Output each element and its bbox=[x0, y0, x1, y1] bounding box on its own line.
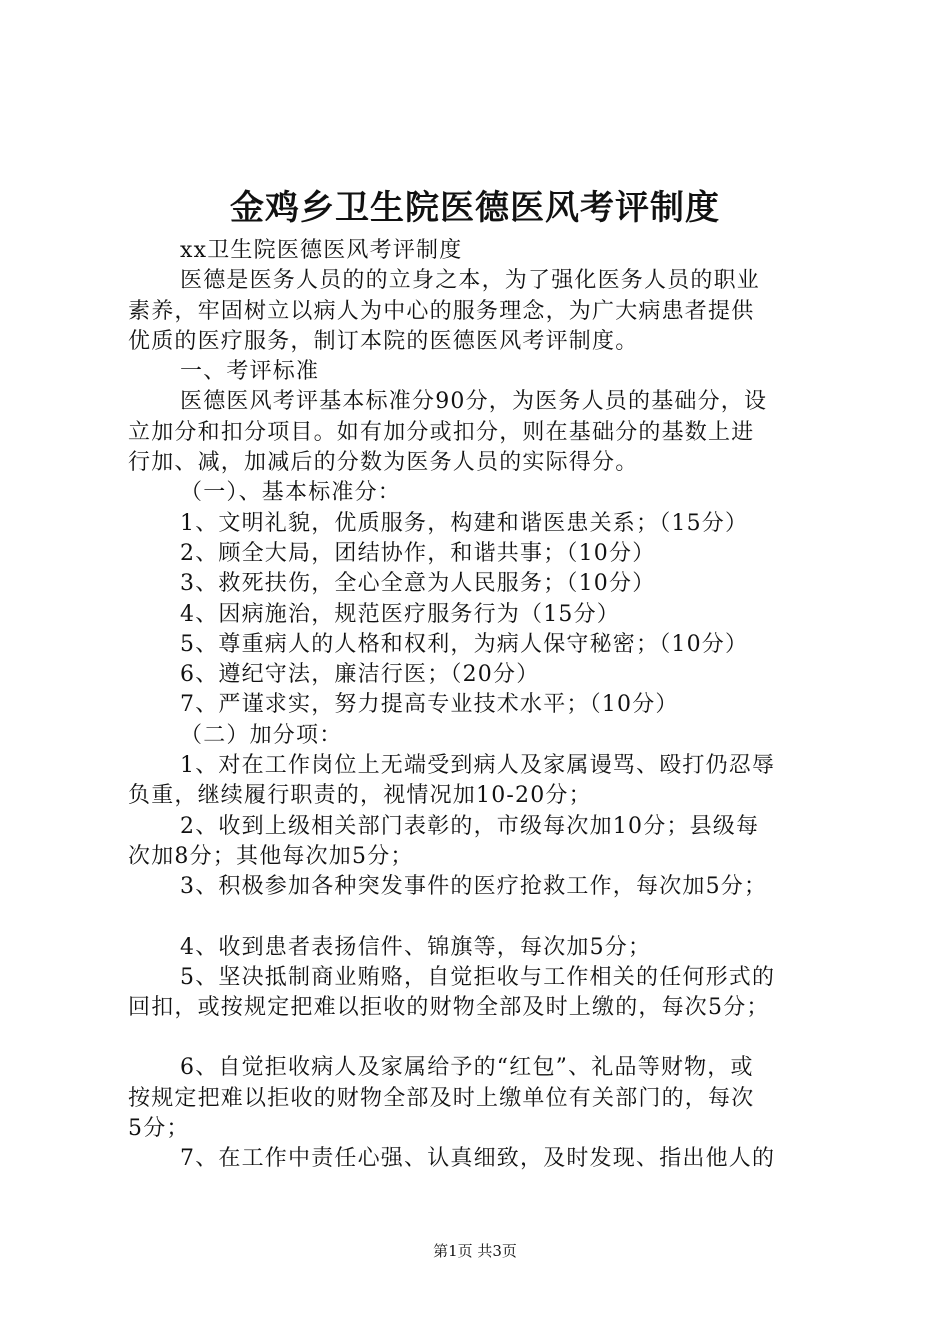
blank-line bbox=[128, 903, 838, 933]
basic-item-6: 6、遵纪守法，廉洁行医；（20分） bbox=[180, 662, 540, 688]
page-number: 第1页 共3页 bbox=[433, 1242, 517, 1260]
criteria-line-3: 行加、减，加减后的分数为医务人员的实际得分。 bbox=[128, 450, 639, 476]
basic-item-7: 7、严谨求实，努力提高专业技术水平；（10分） bbox=[180, 692, 679, 718]
basic-item-5: 5、尊重病人的人格和权利，为病人保守秘密；（10分） bbox=[180, 631, 749, 657]
bonus-item-2-line-2: 次加8分；其他每次加5分； bbox=[128, 843, 414, 869]
intro-line-1: 医德是医务人员的的立身之本，为了强化医务人员的职业 bbox=[180, 268, 761, 294]
document-body bbox=[128, 236, 838, 1175]
intro-line-3: 优质的医疗服务，制订本院的医德医风考评制度。 bbox=[128, 328, 639, 354]
section-heading-criteria: 一、考评标准 bbox=[180, 359, 320, 385]
bonus-item-6-line-2: 按规定把难以拒收的财物全部及时上缴单位有关部门的，每次 bbox=[128, 1085, 755, 1111]
bonus-item-1-line-1: 1、对在工作岗位上无端受到病人及家属谩骂、殴打仍忍辱 bbox=[180, 753, 776, 779]
blank-line bbox=[128, 1023, 838, 1053]
bonus-item-5-line-1: 5、坚决抵制商业贿赂，自觉拒收与工作相关的任何形式的 bbox=[180, 964, 776, 990]
subsection-heading-basic: （一）、基本标准分： bbox=[180, 480, 402, 506]
basic-item-2: 2、顾全大局，团结协作，和谐共事；（10分） bbox=[180, 540, 656, 566]
bonus-item-7-line-1: 7、在工作中责任心强、认真细致，及时发现、指出他人的 bbox=[180, 1146, 776, 1172]
criteria-line-2: 立加分和扣分项目。如有加分或扣分，则在基础分的基数上进 bbox=[128, 419, 755, 445]
basic-item-3: 3、救死扶伤，全心全意为人民服务；（10分） bbox=[180, 571, 656, 597]
bonus-item-4: 4、收到患者表扬信件、锦旗等，每次加5分； bbox=[180, 934, 652, 960]
subtitle-line: xx卫生院医德医风考评制度 bbox=[180, 238, 463, 263]
criteria-line-1: 医德医风考评基本标准分90分，为医务人员的基础分，设 bbox=[180, 389, 768, 415]
document-title: 金鸡乡卫生院医德医风考评制度 bbox=[230, 188, 720, 228]
bonus-item-6-line-3: 5分； bbox=[128, 1116, 190, 1142]
bonus-item-2-line-1: 2、收到上级相关部门表彰的，市级每次加10分；县级每 bbox=[180, 813, 760, 839]
subsection-heading-bonus: （二）加分项： bbox=[180, 722, 343, 748]
basic-item-4: 4、因病施治，规范医疗服务行为（15分） bbox=[180, 601, 620, 627]
bonus-item-6-line-1: 6、自觉拒收病人及家属给予的“红包”、礼品等财物，或 bbox=[180, 1055, 754, 1081]
bonus-item-3: 3、积极参加各种突发事件的医疗抢救工作，每次加5分； bbox=[180, 874, 768, 900]
bonus-item-1-line-2: 负重，继续履行职责的，视情况加10-20分； bbox=[128, 783, 592, 809]
bonus-item-5-line-2: 回扣，或按规定把难以拒收的财物全部及时上缴的，每次5分； bbox=[128, 995, 770, 1021]
basic-item-1: 1、文明礼貌，优质服务，构建和谐医患关系；（15分） bbox=[180, 510, 749, 536]
intro-line-2: 素养，牢固树立以病人为中心的服务理念，为广大病患者提供 bbox=[128, 298, 755, 324]
